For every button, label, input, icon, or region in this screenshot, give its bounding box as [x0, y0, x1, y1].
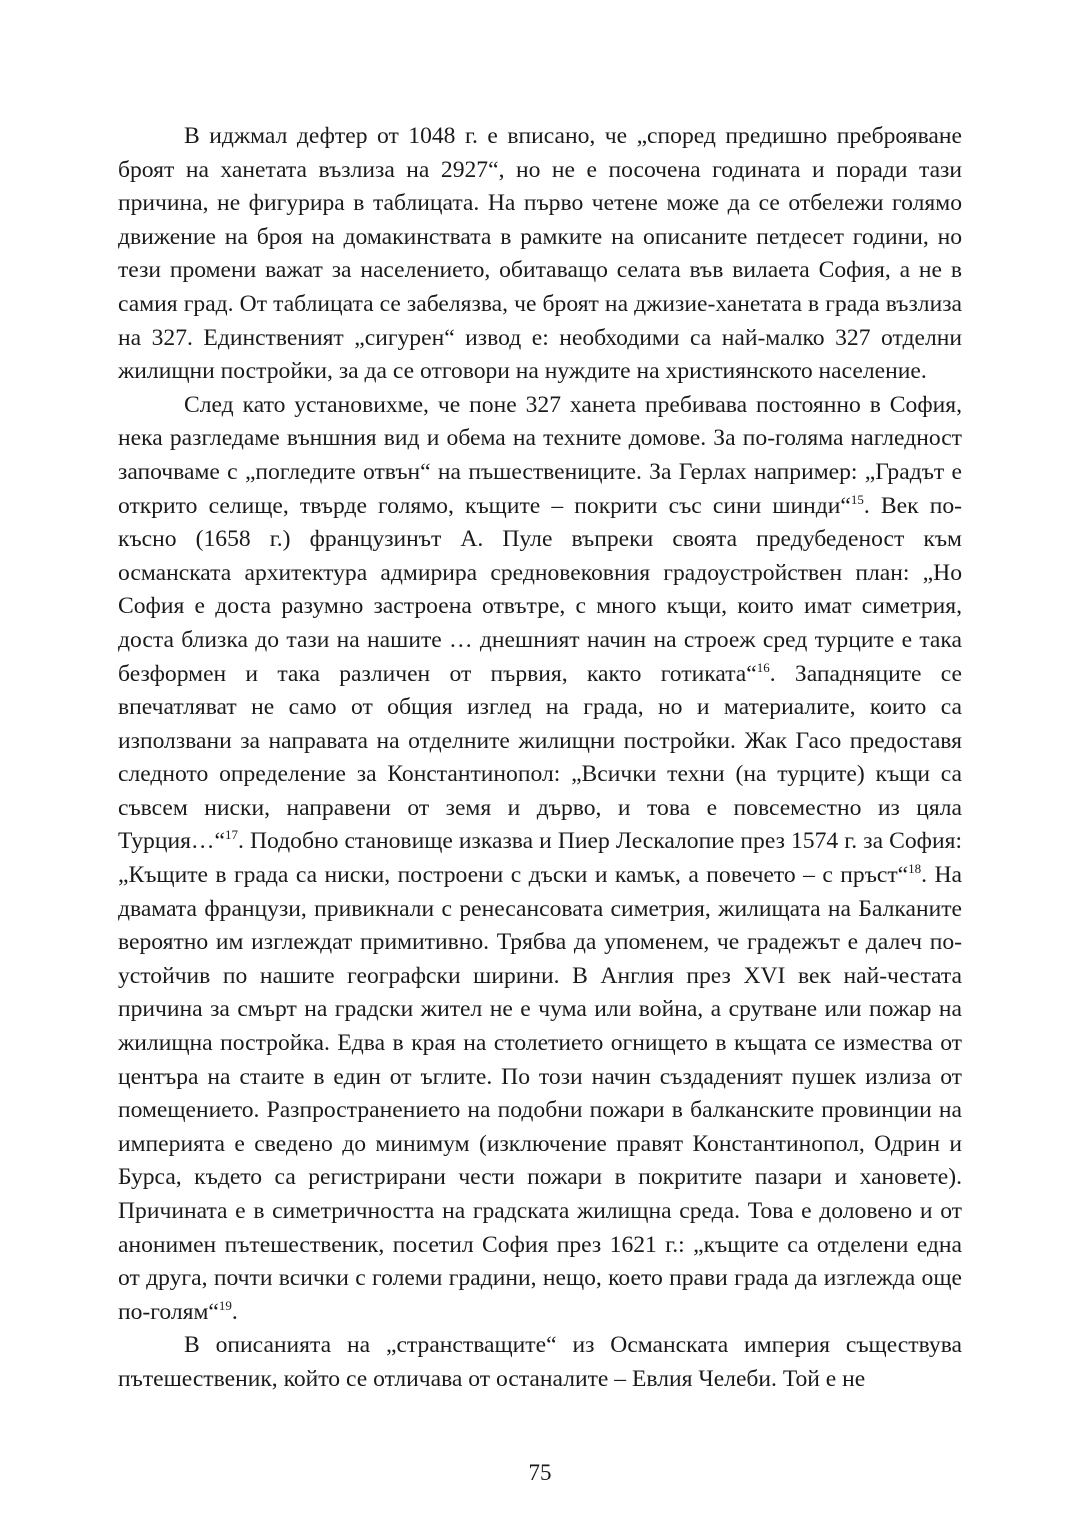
text-run: . На двамата французи, привикнали с ренесансовата симетрия, жилищата на Балканите вероятно им изглеждат примитивно. Трябва да упоменем, че градежът е далеч по-устойчив по нашите географски ширини. В Англия през XVI век най-честата причина за смърт на градски жител не е чума или война, а срутване или пожар на жилищна постройка. Едва в края на столетието огнището в къщата се измества от центъра на стаите в един от ъглите. По този начин създаденият пушек излиза от помещението. Разпространението на подобни пожари в балканските провинции на империята е сведено до минимум (изключение правят Константинопол, Одрин и Бурса, където са регистрирани чести пожари в покритите пазари и хановете). Причината е в симетричността на градската жилищна среда. Това е доловено и от анонимен пътешественик, посетил София през 1621 г.: „къщите са отделени една от друга, почти всички с големи градини, нещо, което прави града да изглежда още по-голям“: [118, 862, 962, 1325]
paragraph-1: [118, 120, 962, 389]
text-run: След като установихме, че поне 327 ханета пребивава постоянно в София, нека разгледаме външния вид и обема на техните домове. За по-голяма нагледност започваме с „погледите отвън“ на пъшествениците. За Герлах например: „Градът е открито селище, твърде голямо, къщите – покрити със сини шинди“: [118, 391, 962, 519]
footnote-ref-15[interactable]: 15: [850, 491, 864, 507]
footnote-ref-17[interactable]: 17: [225, 827, 239, 843]
paragraph-3: [118, 1329, 962, 1396]
footnote-ref-16[interactable]: 16: [756, 659, 770, 675]
text-run: .: [231, 1298, 238, 1325]
paragraph-2: [118, 389, 962, 1330]
page-number: 75: [528, 1460, 552, 1485]
footnote-ref-18[interactable]: 18: [908, 861, 922, 877]
text-run: В описанията на „странстващите“ из Османската империя съществува пътешественик, който се отличава от останалите – Евлия Челеби. Той е не: [118, 1332, 962, 1392]
text-run: . Век по-късно (1658 г.) французинът А. Пуле въпреки своята предубеденост към османската архитектура адмирира средновековния градоустройствен план: „Но София е доста разумно застроена отвътре, с много къщи, които имат симетрия, доста близка до тази на нашите … днешният начин на строеж сред турците е така безформен и така различен от първия, както готиката“: [118, 492, 962, 687]
text-run: В иджмал дефтер от 1048 г. е вписано, че „според предишно преброяване броят на ханетата възлиза на 2927“, но не е посочена годината и поради тази причина, не фигурира в таблицата. На първо четене може да се отбележи голямо движение на броя на домакинствата в рамките на описаните петдесет години, но тези промени важат за населението, обитаващо селата във вилаета София, а не в самия град. От таблицата се забелязва, че броят на джизие-ханетата в града възлиза на 327. Единственият „сигурен“ извод е: необходими са най-малко 327 отделни жилищни постройки, за да се отговори на нуждите на християнското население.: [118, 123, 962, 385]
text-run: . Подобно становище изказва и Пиер Лескалопие през 1574 г. за София: „Къщите в града са ниски, построени с дъски и камък, а повечето – с пръст“: [118, 828, 962, 889]
body-text: [118, 120, 962, 1397]
footnote-ref-19[interactable]: 19: [218, 1297, 232, 1313]
text-run: . Западняците се впечатляват не само от общия изглед на града, но и материалите, които са използвани за направата на отделните жилищни постройки. Жак Гасо предоставя следното определение за Константинопол: „Всички техни (на турците) къщи са съвсем ниски, направени от земя и дърво, и това е повсеместно из цяла Турция…“: [118, 660, 962, 855]
